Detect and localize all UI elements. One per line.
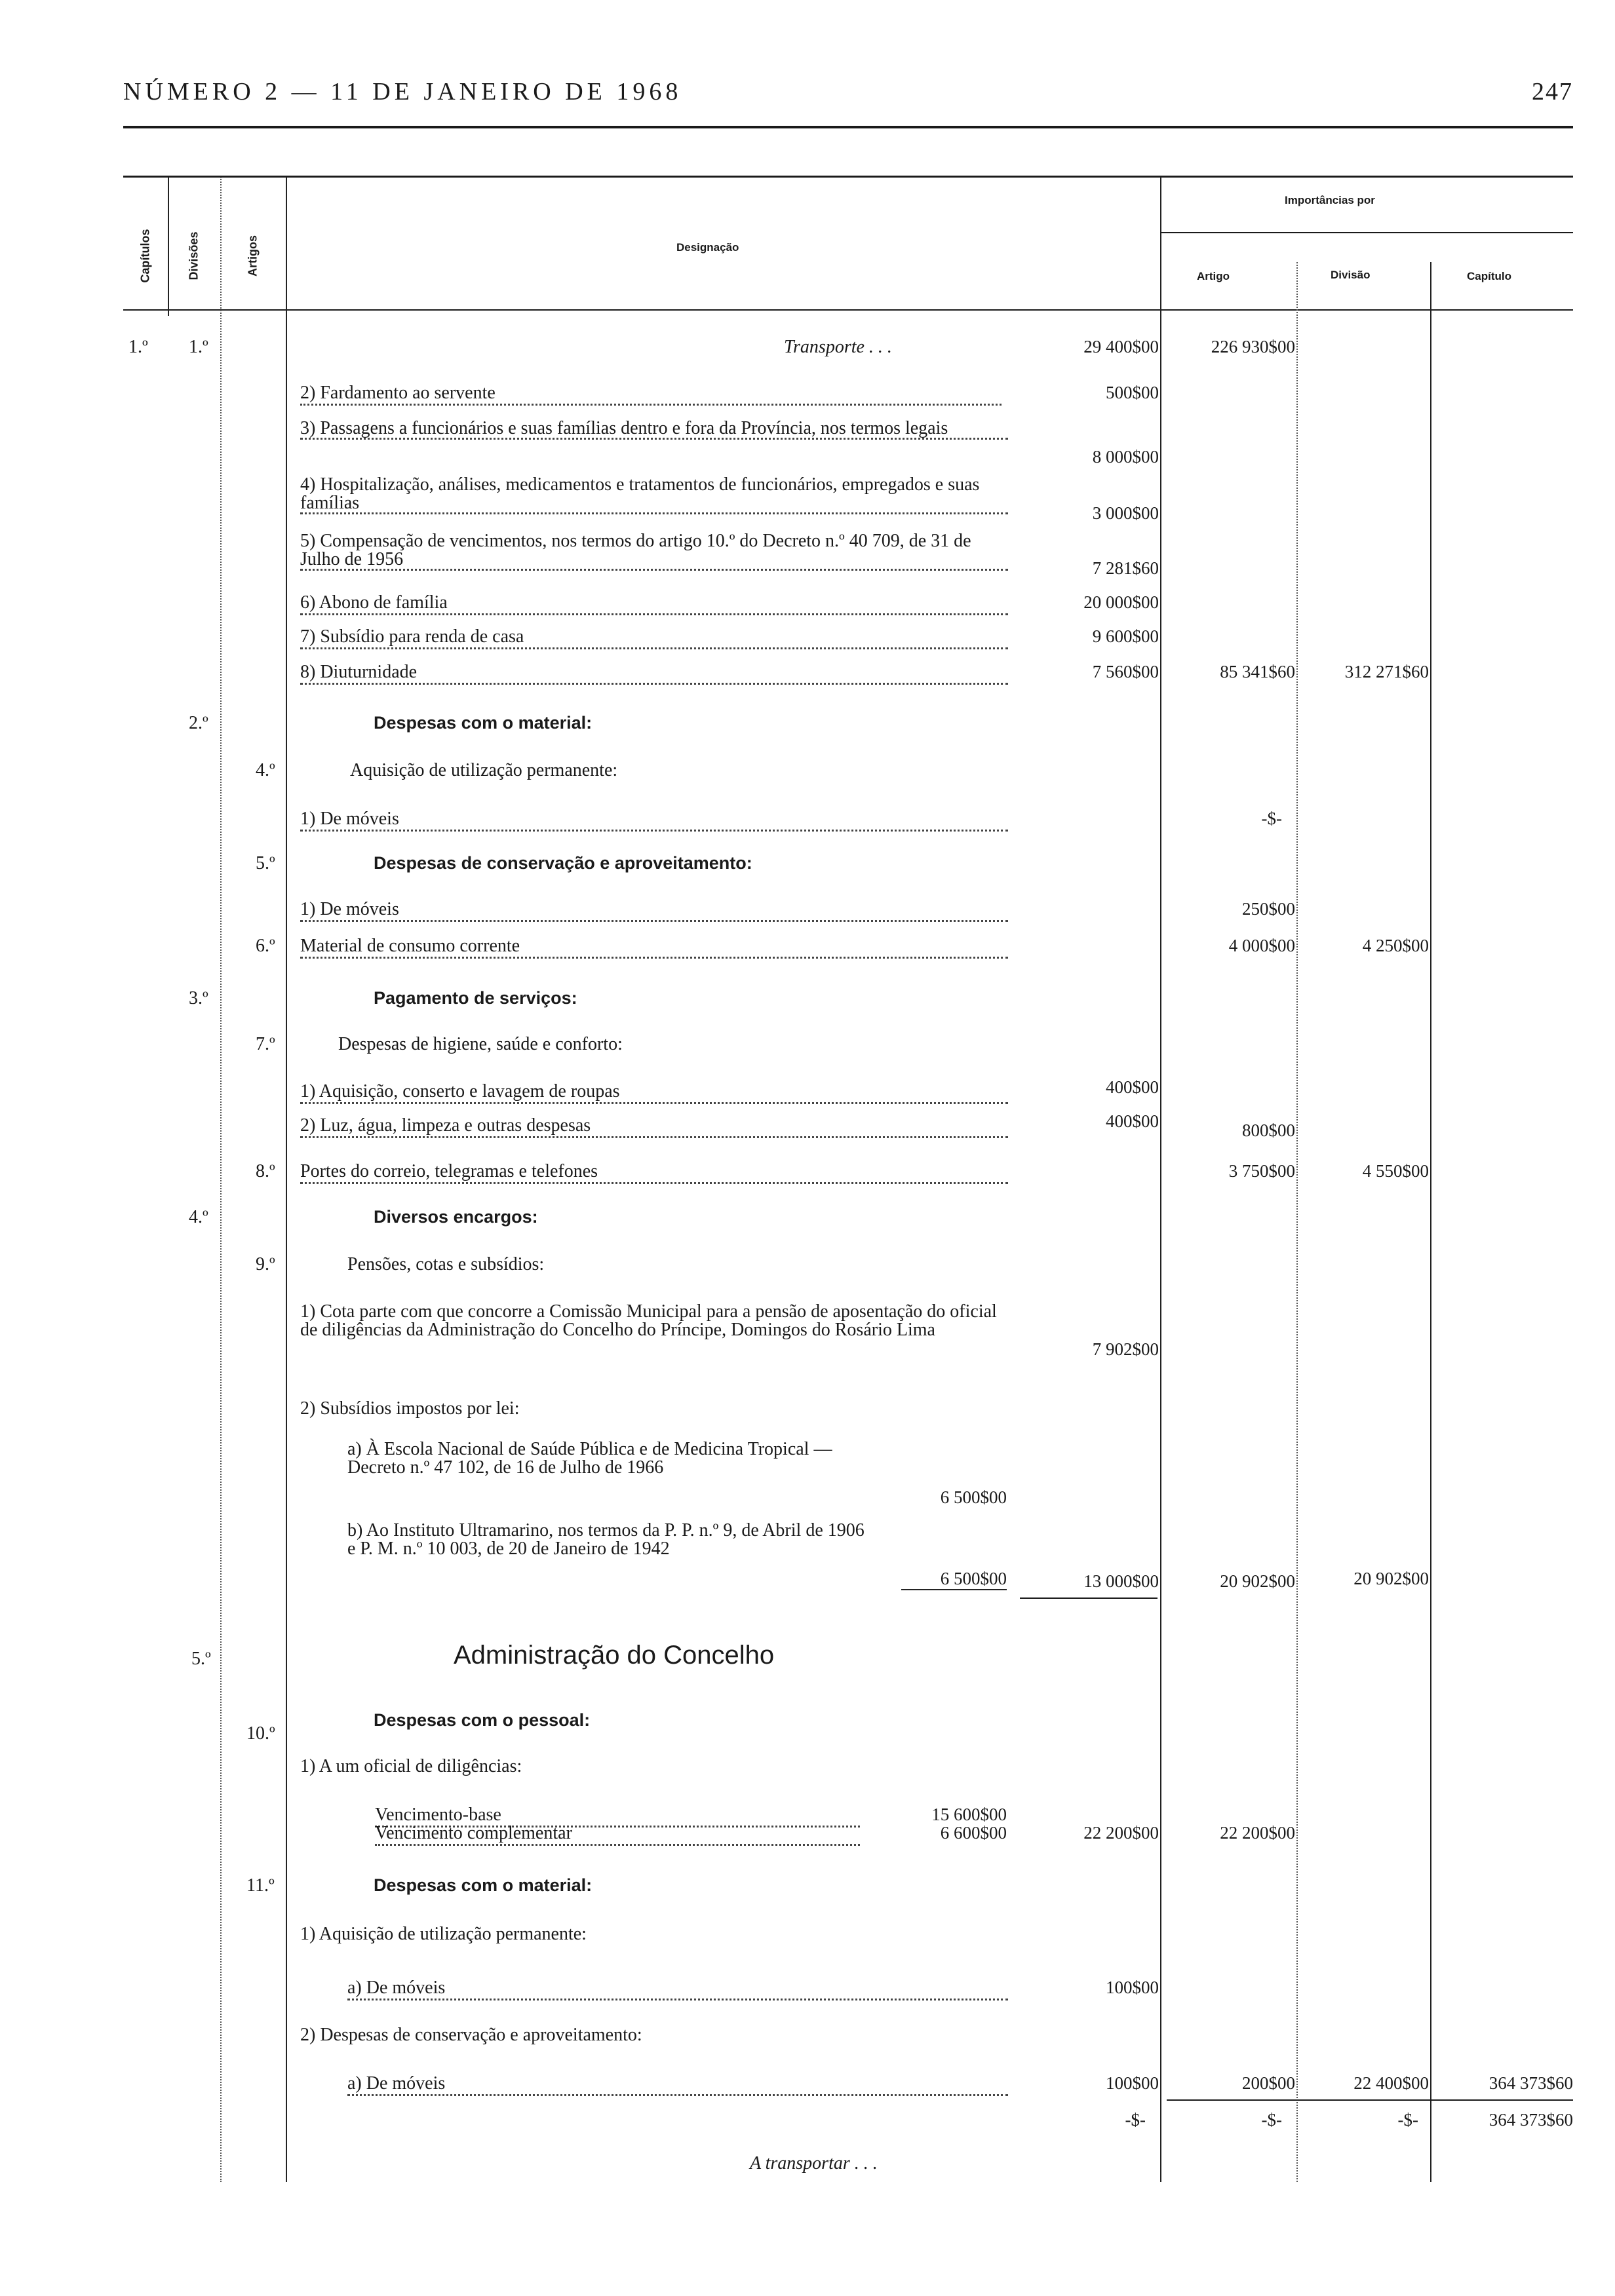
item-text: Material de consumo corrente [300, 936, 1008, 959]
item-text: 5) Compensação de vencimentos, nos termos do artigo 10.º do Decreto n.º 40 709, de 31 de Julho de 1956 [300, 532, 1008, 571]
capitulo-value: 20 902$00 [1353, 1569, 1429, 1588]
divisao-value: -$- [1261, 809, 1282, 828]
col-divider-artigos [220, 177, 222, 2182]
capitulo-total-value: 364 373$60 [1489, 2110, 1573, 2130]
item-text: Vencimento complementar [375, 1823, 860, 1846]
divisao-value: 20 902$00 [1220, 1571, 1295, 1591]
artigo-value: 20 000$00 [1083, 592, 1159, 612]
item-text: 2) Subsídios impostos por lei: [300, 1398, 520, 1419]
item-text: 1) De móveis [300, 809, 1008, 832]
divisao-value: 250$00 [1242, 899, 1295, 919]
col-head-capitulo: Capítulo [1467, 270, 1511, 282]
subsection-heading: Aquisição de utilização permanente: [350, 760, 618, 780]
artigo-value: 400$00 [1106, 1111, 1159, 1131]
artigo-value: 400$00 [1106, 1077, 1159, 1097]
divisao-value: 3 750$00 [1228, 1161, 1295, 1181]
col-head-capitulos: Capítulos [138, 229, 152, 283]
section-heading: Despesas com o pessoal: [374, 1710, 591, 1730]
capitulo-total-value: 364 373$60 [1489, 2073, 1573, 2093]
item-text: 1) Aquisição, conserto e lavagem de roupas [300, 1081, 1008, 1104]
sub-value: 6 500$00 [940, 1487, 1007, 1507]
section-heading: Diversos encargos: [374, 1207, 538, 1227]
artigo-value: 7 902$00 [1092, 1339, 1159, 1359]
art-number: 5.º [256, 853, 275, 873]
div-number: 5.º [191, 1649, 211, 1669]
header-rule [123, 126, 1573, 128]
chapter-heading: Administração do Concelho [454, 1641, 775, 1670]
capitulo-value: 4 250$00 [1362, 936, 1429, 955]
col-head-designacao: Designação [676, 241, 739, 254]
div-number: 4.º [189, 1207, 208, 1227]
art-number: 4.º [256, 760, 275, 780]
col-divider-divisoes [168, 177, 169, 316]
sub-value: 6 500$00 [901, 1569, 1007, 1590]
item-text: 8) Diuturnidade [300, 662, 1008, 685]
total-rule [1167, 2099, 1573, 2101]
col-head-artigo: Artigo [1197, 270, 1230, 282]
header-bottom-rule [123, 309, 1573, 311]
page-number: 247 [1532, 78, 1573, 105]
section-heading: Pagamento de serviços: [374, 988, 577, 1008]
item-text: a) De móveis [347, 1978, 1008, 2000]
col-divider-divisao [1296, 262, 1298, 2182]
page-header-title: NÚMERO 2 — 11 DE JANEIRO DE 1968 [123, 78, 682, 105]
artigo-value: 7 281$60 [1092, 558, 1159, 578]
subsection-heading: Despesas de higiene, saúde e conforto: [338, 1034, 623, 1054]
transporte-label: Transporte . . . [784, 337, 892, 357]
artigo-value: 7 560$00 [1092, 662, 1159, 681]
item-text: 2) Fardamento ao servente [300, 383, 1002, 406]
item-text: 1) Aquisição de utilização permanente: [300, 1924, 587, 1944]
col-head-divisao: Divisão [1331, 269, 1371, 281]
divisao-value: -$- [1261, 2110, 1282, 2130]
col-head-artigos: Artigos [246, 235, 260, 277]
item-text: 1) De móveis [300, 899, 1008, 922]
divisao-value: 200$00 [1242, 2073, 1295, 2093]
item-text: 3) Passagens a funcionários e suas famílias dentro e fora da Província, nos termos legais [300, 419, 1008, 440]
artigo-value: 22 200$00 [1083, 1823, 1159, 1843]
cap-number: 1.º [128, 337, 148, 357]
divisao-value: 4 000$00 [1228, 936, 1295, 955]
item-text: 2) Despesas de conservação e aproveitamento: [300, 2025, 642, 2045]
col-divider-artigo [1160, 177, 1161, 2182]
item-text: 7) Subsídio para renda de casa [300, 626, 1008, 649]
item-text: Vencimento-base [375, 1805, 860, 1827]
artigo-value: 9 600$00 [1092, 626, 1159, 646]
artigo-value: 100$00 [1106, 1978, 1159, 1997]
item-text: 1) Cota parte com que concorre a Comissão Municipal para a pensão de aposentação do oficial de diligências da Administração do Concelho do Príncipe, Domingos do Rosário Lima [300, 1301, 997, 1340]
capitulo-value: 312 271$60 [1344, 662, 1429, 681]
capitulo-value: 4 550$00 [1362, 1161, 1429, 1181]
subsection-heading: Pensões, cotas e subsídios: [347, 1254, 545, 1274]
col-head-divisoes: Divisões [187, 231, 201, 280]
section-heading: Despesas com o material: [374, 1875, 593, 1895]
art-number: 6.º [256, 936, 275, 956]
item-text: 1) A um oficial de diligências: [300, 1756, 522, 1776]
artigo-value: 100$00 [1106, 2073, 1159, 2093]
subheader-rule [1161, 232, 1573, 233]
divisao-value: 226 930$00 [1211, 337, 1295, 356]
col-head-importancias: Importâncias por [1285, 194, 1375, 206]
capitulo-value: -$- [1397, 2110, 1418, 2130]
item-text: 4) Hospitalização, análises, medicamentos e tratamentos de funcionários, empregados e suas famílias [300, 476, 1008, 514]
col-divider-designacao [286, 177, 287, 2182]
artigo-value: 13 000$00 [1083, 1571, 1159, 1591]
artigo-value: 29 400$00 [1083, 337, 1159, 356]
item-text: a) À Escola Nacional de Saúde Pública e de Medicina Tropical — Decreto n.º 47 102, de 16 de Julho de 1966 [347, 1439, 832, 1478]
capitulo-value: 22 400$00 [1353, 2073, 1429, 2093]
artigo-value: 500$00 [1106, 383, 1159, 402]
sub-value: 15 600$00 [931, 1805, 1007, 1824]
artigo-value: 8 000$00 [1092, 447, 1159, 467]
item-text: 6) Abono de família [300, 592, 1008, 615]
item-text: a) De móveis [347, 2073, 1008, 2096]
div-number: 2.º [189, 713, 208, 733]
art-number: 9.º [256, 1254, 275, 1274]
col-divider-capitulo [1430, 262, 1431, 2182]
art-number: 8.º [256, 1161, 275, 1181]
art-number: 11.º [246, 1875, 275, 1896]
divisao-value: 800$00 [1242, 1120, 1295, 1140]
sub-value: 6 600$00 [940, 1823, 1007, 1843]
art-number: 10.º [246, 1723, 275, 1744]
section-heading: Despesas com o material: [374, 713, 593, 733]
subtotal-rule [1020, 1598, 1158, 1599]
a-transportar-label: A transportar . . . [750, 2153, 878, 2173]
item-text: b) Ao Instituto Ultramarino, nos termos da P. P. n.º 9, de Abril de 1906 e P. M. n.º 10 003, de 20 de Janeiro de 1942 [347, 1520, 865, 1559]
divisao-value: 22 200$00 [1220, 1823, 1295, 1843]
artigo-value: -$- [1125, 2110, 1146, 2130]
item-text: 2) Luz, água, limpeza e outras despesas [300, 1115, 1008, 1138]
item-text: Portes do correio, telegramas e telefones [300, 1161, 1008, 1184]
artigo-value: 3 000$00 [1092, 503, 1159, 523]
table-top-rule [123, 176, 1573, 178]
section-heading: Despesas de conservação e aproveitamento: [374, 853, 752, 873]
art-number: 7.º [256, 1034, 275, 1054]
divisao-value: 85 341$60 [1220, 662, 1295, 681]
div-number: 1.º [189, 337, 208, 357]
div-number: 3.º [189, 988, 208, 1008]
